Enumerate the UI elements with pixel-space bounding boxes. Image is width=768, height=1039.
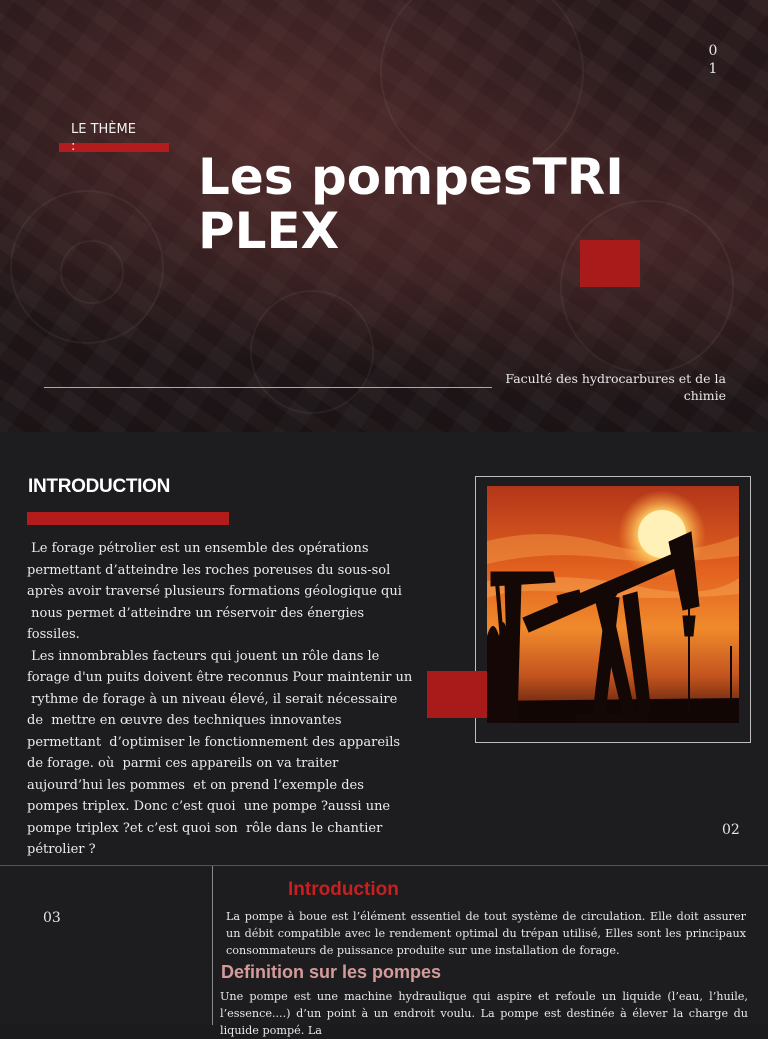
introduction-slide bbox=[0, 432, 768, 864]
background-gear-shape bbox=[60, 240, 124, 304]
intro-paragraph: La pompe à boue est l’élément essentiel de tout système de circulation. Elle doit assurer un débit compatible avec le rendement optimal du trépan utilisé, Elles sont les principaux consommateurs de puissance produite sur une installation de forage. bbox=[226, 910, 746, 957]
definition-paragraph: Une pompe est une machine hydraulique qui aspire et refoule un liquide (l’eau, l’huile, l’essence....) d’un point à un endroit voulu. La pompe est destinée à élever la charge du liquide pompé. La bbox=[220, 990, 748, 1037]
subheading: Definition sur les pompes bbox=[221, 962, 442, 982]
heading-accent-bar bbox=[27, 512, 229, 525]
vertical-divider bbox=[212, 866, 213, 1025]
title-divider bbox=[44, 387, 492, 388]
accent-square bbox=[427, 671, 487, 718]
definition-slide bbox=[0, 865, 768, 1037]
faculty-name: Faculté des hydrocarbures et de la chimie bbox=[505, 371, 726, 403]
title-slide bbox=[0, 0, 768, 432]
section-heading: Introduction bbox=[288, 879, 399, 900]
section-heading: INTRODUCTION bbox=[28, 476, 171, 497]
presentation-title: Les pompesTRIPLEX bbox=[198, 148, 624, 260]
slide-number: 01 bbox=[708, 43, 718, 77]
slide-number: 03 bbox=[43, 910, 61, 926]
theme-label: LE THÈME : bbox=[71, 122, 136, 154]
slide-number: 02 bbox=[722, 822, 740, 838]
background-gear-shape bbox=[250, 290, 374, 414]
introduction-paragraph: Le forage pétrolier est un ensemble des opérations permettant d’atteindre les roches poreuses du sous-sol après avoir traversé plusieurs formations géologique qui nous permet d’atteindre un réservoir des énergies fossiles. Les innombrables facteurs qui jouent un rôle dans le forage d'un puits doivent être reconnus Pour maintenir un rythme de forage à un niveau élevé, il serait nécessaire de mettre en œuvre des techniques innovantes permettant d’optimiser le fonctionnement des appareils de forage. où parmi ces appareils on va traiter aujourd’hui les pommes et on prend l‘exemple des pompes triplex. Donc c’est quoi une pompe ?aussi une pompe triplex ?et c’est quoi son rôle dans le chantier pétrolier ? bbox=[27, 541, 413, 857]
oil-pumpjack-photo bbox=[487, 486, 739, 723]
